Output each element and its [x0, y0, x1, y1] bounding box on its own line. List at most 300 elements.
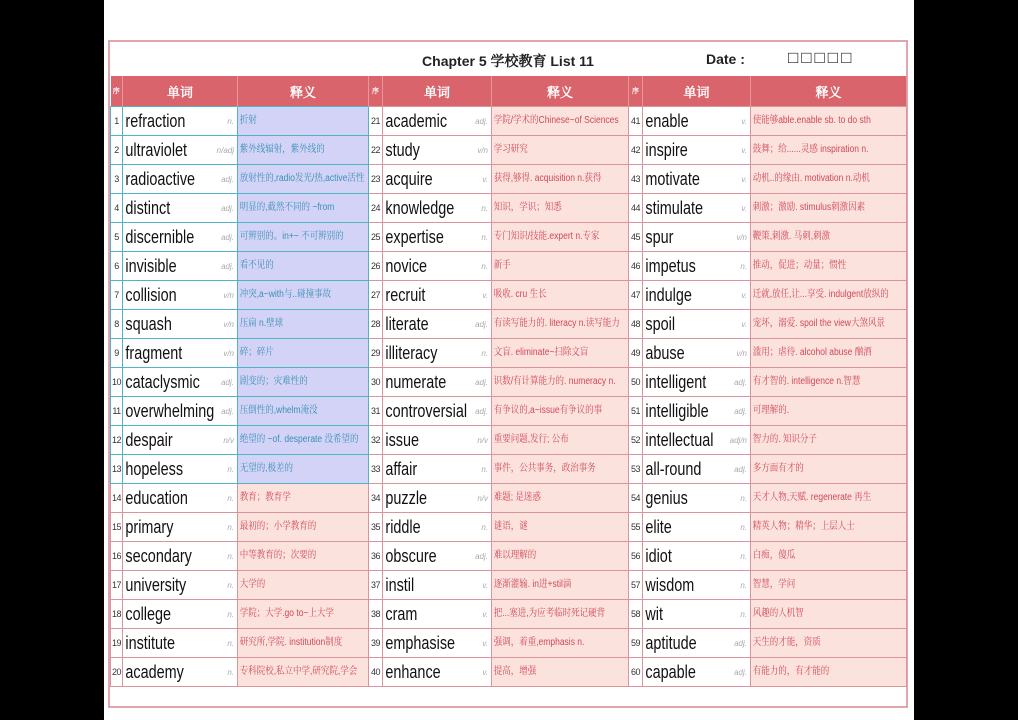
entry-word: radioactive [125, 169, 196, 189]
entry-word-cell [383, 281, 492, 310]
entry-meaning-cell [492, 542, 629, 571]
entry-number: 7 [111, 281, 123, 310]
part-of-speech: adj. [221, 407, 234, 416]
entry-number: 27 [369, 281, 383, 310]
entry-word: enhance [385, 662, 441, 682]
entry-meaning: 滥用；虐待. alcohol abuse 酗酒 [752, 347, 872, 358]
entry-number: 47 [629, 281, 643, 310]
part-of-speech: n. [740, 494, 747, 503]
entry-word-cell [643, 484, 751, 513]
entry-number: 32 [369, 426, 383, 455]
entry-word: education [125, 488, 188, 508]
header-row [111, 76, 907, 107]
date-label: Date : [706, 51, 745, 67]
entry-word: wit [645, 604, 663, 624]
entry-meaning-cell [492, 484, 629, 513]
table-row [111, 223, 907, 252]
entry-meaning: 天才人物,天赋. regenerate 再生 [752, 492, 872, 503]
part-of-speech: n. [740, 523, 747, 532]
entry-meaning-cell [751, 571, 907, 600]
entry-meaning-cell [238, 136, 369, 165]
entry-word-cell [643, 339, 751, 368]
title-row [110, 42, 906, 76]
part-of-speech: adj/n [729, 436, 747, 445]
entry-word: study [385, 140, 420, 160]
entry-word-cell [643, 136, 751, 165]
part-of-speech: v. [482, 639, 488, 648]
entry-meaning: 难题; 是迷惑 [493, 492, 541, 503]
entry-meaning: 获得,够得. acquisition n.获得 [493, 173, 602, 184]
entry-meaning: 最初的；小学教育的 [239, 521, 317, 532]
entry-meaning-cell [751, 368, 907, 397]
entry-number: 44 [629, 194, 643, 223]
entry-word-cell [383, 310, 492, 339]
entry-meaning: 碎；碎片 [239, 347, 274, 358]
entry-word: secondary [125, 546, 192, 566]
entry-meaning-cell [492, 571, 629, 600]
entry-meaning: 放射性的,radio发光/热,active活性 [239, 173, 365, 184]
entry-meaning-cell [238, 223, 369, 252]
entry-meaning-cell [751, 281, 907, 310]
entry-meaning: 无望的,极差的 [239, 463, 294, 474]
entry-meaning-cell [238, 484, 369, 513]
header-word: 单词 [123, 76, 238, 107]
part-of-speech: adj. [475, 117, 488, 126]
part-of-speech: n. [227, 668, 234, 677]
entry-meaning: 难以理解的 [493, 550, 537, 561]
entry-word-cell [123, 223, 238, 252]
entry-number: 49 [629, 339, 643, 368]
entry-word: obscure [385, 546, 437, 566]
part-of-speech: adj. [475, 320, 488, 329]
entry-meaning-cell [751, 600, 907, 629]
table-row [111, 629, 907, 658]
entry-word-cell [123, 252, 238, 281]
entry-word: academic [385, 111, 448, 131]
entry-word-cell [123, 629, 238, 658]
entry-number: 52 [629, 426, 643, 455]
entry-word: overwhelming [125, 401, 215, 421]
table-row [111, 310, 907, 339]
entry-meaning: 教育；教育学 [239, 492, 291, 503]
entry-word-cell [643, 194, 751, 223]
entry-meaning-cell [238, 107, 369, 136]
part-of-speech: v. [482, 291, 488, 300]
part-of-speech: n. [481, 233, 488, 242]
table-row [111, 542, 907, 571]
entry-word-cell [643, 600, 751, 629]
table-row [111, 397, 907, 426]
table-row [111, 455, 907, 484]
entry-word: academy [125, 662, 184, 682]
entry-number: 16 [111, 542, 123, 571]
part-of-speech: n. [227, 552, 234, 561]
part-of-speech: n/adj [216, 146, 234, 155]
entry-word-cell [123, 658, 238, 687]
entry-number: 10 [111, 368, 123, 397]
entry-number: 8 [111, 310, 123, 339]
entry-meaning-cell [492, 252, 629, 281]
entry-meaning-cell [751, 339, 907, 368]
part-of-speech: adj. [734, 465, 747, 474]
part-of-speech: n. [740, 581, 747, 590]
entry-meaning: 把...塞进,为应考临时死记硬背 [493, 608, 606, 619]
entry-number: 15 [111, 513, 123, 542]
entry-number: 11 [111, 397, 123, 426]
entry-word-cell [123, 542, 238, 571]
entry-meaning-cell [238, 281, 369, 310]
entry-word-cell [383, 600, 492, 629]
page-title: Chapter 5 学校教育 List 11 [422, 53, 594, 69]
entry-word-cell [383, 368, 492, 397]
entry-word-cell [123, 484, 238, 513]
entry-meaning-cell [751, 455, 907, 484]
entry-meaning-cell [238, 658, 369, 687]
entry-meaning-cell [492, 426, 629, 455]
entry-meaning-cell [492, 368, 629, 397]
entry-word: aptitude [645, 633, 697, 653]
entry-word: elite [645, 517, 672, 537]
entry-word-cell [643, 629, 751, 658]
entry-word: capable [645, 662, 696, 682]
part-of-speech: v/n [223, 291, 234, 300]
entry-meaning: 压倒性的,whelm淹没 [239, 405, 318, 416]
header-index: 序 [111, 76, 123, 107]
entry-word: illiteracy [385, 343, 438, 363]
entry-number: 50 [629, 368, 643, 397]
entry-meaning: 知识，学识；知悉 [493, 202, 562, 213]
entry-meaning: 鼓舞；给......灵感 inspiration n. [752, 144, 869, 155]
entry-meaning-cell [492, 136, 629, 165]
entry-meaning-cell [238, 368, 369, 397]
date-boxes: □□□□□ [788, 48, 855, 67]
entry-meaning-cell [751, 310, 907, 339]
entry-number: 53 [629, 455, 643, 484]
part-of-speech: v/n [223, 349, 234, 358]
entry-meaning-cell [751, 629, 907, 658]
entry-number: 48 [629, 310, 643, 339]
table-row [111, 426, 907, 455]
entry-word-cell [383, 339, 492, 368]
entry-number: 23 [369, 165, 383, 194]
entry-word-cell [643, 281, 751, 310]
part-of-speech: v/n [477, 146, 488, 155]
entry-word: knowledge [385, 198, 455, 218]
entry-number: 37 [369, 571, 383, 600]
table-row [111, 571, 907, 600]
entry-meaning: 有才智的. intelligence n.智慧 [752, 376, 861, 387]
part-of-speech: v. [482, 610, 488, 619]
entry-word-cell [123, 513, 238, 542]
entry-meaning: 有争议的,a~issue有争议的事 [493, 405, 603, 416]
entry-meaning: 吸收. cru 生长 [493, 289, 547, 300]
part-of-speech: v/n [736, 233, 747, 242]
entry-word: indulge [645, 285, 692, 305]
entry-meaning: 专门知识/技能.expert n.专家 [493, 231, 600, 242]
part-of-speech: adj. [221, 204, 234, 213]
part-of-speech: n. [227, 639, 234, 648]
entry-meaning: 折射 [239, 115, 257, 126]
part-of-speech: n. [227, 494, 234, 503]
entry-number: 12 [111, 426, 123, 455]
entry-meaning-cell [238, 629, 369, 658]
part-of-speech: n. [227, 610, 234, 619]
entry-number: 38 [369, 600, 383, 629]
entry-number: 24 [369, 194, 383, 223]
entry-number: 59 [629, 629, 643, 658]
entry-word: issue [385, 430, 420, 450]
entry-meaning-cell [751, 542, 907, 571]
entry-number: 20 [111, 658, 123, 687]
entry-number: 6 [111, 252, 123, 281]
entry-word-cell [643, 426, 751, 455]
entry-word-cell [383, 223, 492, 252]
part-of-speech: adj. [734, 668, 747, 677]
entry-word-cell [643, 310, 751, 339]
table-row [111, 513, 907, 542]
part-of-speech: n. [481, 349, 488, 358]
entry-meaning: 专科院校,私立中学,研究院,学会 [239, 666, 358, 677]
entry-word: college [125, 604, 172, 624]
entry-meaning: 紫外线辐射，紫外线的 [239, 144, 325, 155]
entry-number: 46 [629, 252, 643, 281]
entry-meaning-cell [751, 484, 907, 513]
entry-word: puzzle [385, 488, 428, 508]
entry-word-cell [383, 513, 492, 542]
table-row [111, 136, 907, 165]
entry-meaning-cell [238, 600, 369, 629]
entry-meaning-cell [751, 252, 907, 281]
entry-word-cell [383, 629, 492, 658]
entry-word-cell [383, 426, 492, 455]
entry-word: expertise [385, 227, 444, 247]
table-row [111, 252, 907, 281]
entry-number: 14 [111, 484, 123, 513]
entry-word-cell [123, 455, 238, 484]
entry-word: discernible [125, 227, 195, 247]
entry-meaning: 智慧，学问 [752, 579, 796, 590]
entry-meaning-cell [492, 194, 629, 223]
header-meaning: 释义 [492, 76, 629, 107]
entry-word: stimulate [645, 198, 704, 218]
entry-word: spoil [645, 314, 676, 334]
entry-number: 54 [629, 484, 643, 513]
entry-word-cell [383, 136, 492, 165]
entry-meaning-cell [492, 281, 629, 310]
part-of-speech: v. [741, 291, 747, 300]
entry-word: primary [125, 517, 174, 537]
table-row [111, 484, 907, 513]
entry-word-cell [123, 571, 238, 600]
entry-meaning-cell [238, 426, 369, 455]
table-body [111, 107, 907, 687]
entry-meaning: 学院；大学.go to~上大学 [239, 608, 334, 619]
entry-number: 43 [629, 165, 643, 194]
entry-meaning: 谜语，谜 [493, 521, 528, 532]
entry-word-cell [383, 484, 492, 513]
entry-number: 36 [369, 542, 383, 571]
entry-word-cell [643, 658, 751, 687]
table-row [111, 368, 907, 397]
vocabulary-sheet [108, 40, 908, 708]
entry-word: intelligent [645, 372, 707, 392]
table-row [111, 658, 907, 687]
part-of-speech: adj. [734, 639, 747, 648]
entry-word: numerate [385, 372, 447, 392]
part-of-speech: n. [227, 523, 234, 532]
entry-number: 40 [369, 658, 383, 687]
entry-number: 26 [369, 252, 383, 281]
entry-number: 57 [629, 571, 643, 600]
entry-word: despair [125, 430, 173, 450]
part-of-speech: v. [482, 668, 488, 677]
entry-meaning-cell [751, 107, 907, 136]
entry-number: 39 [369, 629, 383, 658]
part-of-speech: n. [481, 465, 488, 474]
part-of-speech: n. [481, 204, 488, 213]
entry-meaning-cell [238, 194, 369, 223]
entry-meaning-cell [238, 339, 369, 368]
header-meaning: 释义 [751, 76, 907, 107]
entry-number: 1 [111, 107, 123, 136]
entry-meaning-cell [751, 194, 907, 223]
entry-meaning-cell [751, 165, 907, 194]
entry-meaning-cell [492, 107, 629, 136]
entry-word-cell [123, 165, 238, 194]
entry-meaning: 新手 [493, 260, 511, 271]
entry-word: riddle [385, 517, 421, 537]
entry-number: 60 [629, 658, 643, 687]
entry-meaning-cell [492, 455, 629, 484]
entry-word-cell [383, 194, 492, 223]
entry-meaning: 可辨别的。in+~ 不可辨别的 [239, 231, 344, 242]
entry-word-cell [383, 397, 492, 426]
part-of-speech: adj. [221, 175, 234, 184]
table-row [111, 165, 907, 194]
entry-meaning: 明显的,截然不同的 ~from [239, 202, 335, 213]
entry-word-cell [123, 600, 238, 629]
entry-word-cell [643, 455, 751, 484]
entry-meaning-cell [751, 136, 907, 165]
entry-word: impetus [645, 256, 696, 276]
entry-meaning: 学院/学术的Chinese~of Sciences [493, 115, 619, 126]
entry-number: 34 [369, 484, 383, 513]
entry-meaning: 文盲. eliminate~扫除文盲 [493, 347, 589, 358]
entry-meaning: 宠坏，溺爱. spoil the view大煞风景 [752, 318, 885, 329]
entry-meaning-cell [751, 397, 907, 426]
header-word: 单词 [383, 76, 492, 107]
entry-word: intellectual [645, 430, 714, 450]
part-of-speech: v. [741, 204, 747, 213]
entry-meaning-cell [751, 426, 907, 455]
entry-meaning: 天生的才能，资质 [752, 637, 821, 648]
part-of-speech: n. [740, 262, 747, 271]
entry-number: 33 [369, 455, 383, 484]
entry-word-cell [123, 194, 238, 223]
entry-word: idiot [645, 546, 672, 566]
entry-meaning: 逐渐灌输. in进+stil滴 [493, 579, 572, 590]
entry-meaning: 研究所,学院. institution制度 [239, 637, 343, 648]
entry-word: emphasise [385, 633, 456, 653]
part-of-speech: n. [227, 465, 234, 474]
part-of-speech: n. [227, 117, 234, 126]
entry-meaning: 大学的 [239, 579, 266, 590]
entry-meaning: 剧变的；灾难性的 [239, 376, 308, 387]
table-row [111, 281, 907, 310]
vocabulary-table [110, 76, 907, 687]
entry-word: instil [385, 575, 415, 595]
entry-word: recruit [385, 285, 426, 305]
part-of-speech: v. [741, 175, 747, 184]
entry-word: cataclysmic [125, 372, 200, 392]
entry-meaning: 风趣的人机智 [752, 608, 804, 619]
entry-number: 3 [111, 165, 123, 194]
part-of-speech: adj. [475, 552, 488, 561]
entry-meaning: 有读写能力的. literacy n.读写能力 [493, 318, 620, 329]
part-of-speech: n/v [223, 436, 234, 445]
entry-word: wisdom [645, 575, 695, 595]
entry-word-cell [643, 513, 751, 542]
part-of-speech: n. [481, 523, 488, 532]
entry-number: 22 [369, 136, 383, 165]
entry-meaning: 事件，公共事务，政治事务 [493, 463, 596, 474]
entry-meaning: 重要问题,发行; 公布 [493, 434, 569, 445]
part-of-speech: v/n [736, 349, 747, 358]
entry-meaning: 提高，增强 [493, 666, 537, 677]
entry-word-cell [123, 397, 238, 426]
entry-number: 25 [369, 223, 383, 252]
entry-word: literate [385, 314, 429, 334]
part-of-speech: n. [227, 581, 234, 590]
entry-meaning: 有能力的，有才能的 [752, 666, 830, 677]
entry-word-cell [643, 542, 751, 571]
part-of-speech: n. [740, 552, 747, 561]
part-of-speech: n/v [477, 494, 488, 503]
entry-word-cell [643, 107, 751, 136]
entry-number: 5 [111, 223, 123, 252]
entry-number: 35 [369, 513, 383, 542]
part-of-speech: n. [481, 262, 488, 271]
entry-word: invisible [125, 256, 177, 276]
entry-word: abuse [645, 343, 685, 363]
entry-meaning-cell [238, 397, 369, 426]
entry-word-cell [643, 223, 751, 252]
table-row [111, 600, 907, 629]
entry-meaning: 智力的. 知识分子 [752, 434, 817, 445]
part-of-speech: v/n [223, 320, 234, 329]
part-of-speech: n. [740, 610, 747, 619]
entry-meaning: 识数/有计算能力的. numeracy n. [493, 376, 616, 387]
entry-word-cell [643, 368, 751, 397]
entry-word: acquire [385, 169, 433, 189]
entry-word: cram [385, 604, 418, 624]
entry-meaning: 刺激；激励. stimulus刺激因素 [752, 202, 866, 213]
part-of-speech: v. [741, 146, 747, 155]
header-index: 序 [369, 76, 383, 107]
entry-meaning-cell [238, 513, 369, 542]
entry-number: 55 [629, 513, 643, 542]
entry-meaning: 强调，着重,emphasis n. [493, 637, 585, 648]
entry-number: 51 [629, 397, 643, 426]
entry-meaning-cell [492, 600, 629, 629]
entry-word: distinct [125, 198, 171, 218]
entry-meaning-cell [492, 339, 629, 368]
entry-meaning-cell [492, 310, 629, 339]
entry-word-cell [643, 165, 751, 194]
entry-word: collision [125, 285, 177, 305]
entry-meaning-cell [492, 513, 629, 542]
entry-meaning-cell [751, 223, 907, 252]
